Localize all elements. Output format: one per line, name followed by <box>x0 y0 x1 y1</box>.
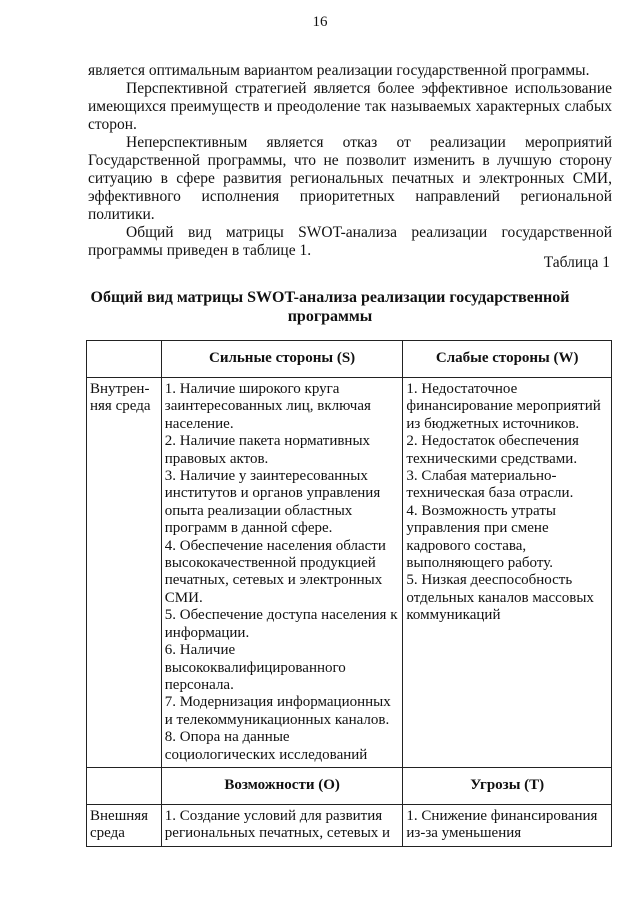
list-item: 3. Наличие у заинтересованных институтов и органов управления опыта реализации областных программ в данной сфере. <box>164 468 381 537</box>
table-row <box>87 378 612 768</box>
paragraph: Неперспективным является отказ от реализации мероприятий Государственной программы, что не позволит изменить в лучшую сторону ситуацию в сфере развития региональных печатных и электронных СМИ, эффективного исполнения приоритетных направлений региональной политики. <box>88 134 612 223</box>
swot-table <box>86 340 612 847</box>
list-item: 2. Недостаток обеспечения техническими средствами. <box>406 433 579 467</box>
empty-cell <box>87 767 162 804</box>
list-item: 8. Опора на данные социологических исследований <box>164 729 368 763</box>
threats-header: Угрозы (T) <box>403 767 612 804</box>
list-item: 5. Обеспечение доступа населения к информации. <box>164 607 398 641</box>
list-item: 3. Слабая материально-техническая база отрасли. <box>406 468 574 502</box>
external-environment-label: Внешняя среда <box>87 804 162 846</box>
internal-environment-label: Внутрен-няя среда <box>87 378 162 768</box>
strengths-list <box>161 378 403 768</box>
opportunities-header: Возможности (O) <box>161 767 403 804</box>
table-row <box>87 804 612 846</box>
strengths-header: Сильные стороны (S) <box>161 341 403 378</box>
page-number: 16 <box>312 14 328 30</box>
list-item: 5. Низкая дееспособность отдельных каналов массовых коммуникаций <box>406 572 594 624</box>
list-item: 6. Наличие высококвалифицированного персонала. <box>164 642 346 693</box>
weaknesses-header: Слабые стороны (W) <box>403 341 612 378</box>
threats-list <box>403 804 612 846</box>
empty-cell <box>87 341 162 378</box>
paragraph: Общий вид матрицы SWOT-анализа реализации государственной программы приведен в таблице 1. <box>88 224 612 259</box>
table-row <box>87 341 612 378</box>
list-item: 2. Наличие пакета нормативных правовых актов. <box>164 433 371 467</box>
list-item: 1. Наличие широкого круга заинтересованных лиц, включая население. <box>164 381 371 432</box>
table-title: Общий вид матрицы SWOT-анализа реализации государственной программы <box>90 289 570 325</box>
list-item: 1. Создание условий для развития региональных печатных, сетевых и <box>164 807 391 842</box>
list-item: 4. Возможность утраты управления при смене кадрового состава, выполняющего работу. <box>406 502 556 572</box>
weaknesses-list <box>403 378 612 768</box>
list-item: 1. Недостаточное финансирование мероприятий из бюджетных источников. <box>406 381 601 432</box>
list-item: 4. Обеспечение населения области высококачественной продукцией печатных, сетевых и электронных СМИ. <box>164 537 386 606</box>
list-item: 1. Снижение финансирования из-за уменьшения <box>406 807 598 842</box>
opportunities-list <box>161 804 403 846</box>
body-text <box>88 62 612 260</box>
paragraph: Перспективной стратегией является более эффективное использование имеющихся преимуществ и преодоление так называемых характерных слабых сторон. <box>88 80 612 133</box>
list-item: 7. Модернизация информационных и телекоммуникационных каналов. <box>164 694 391 728</box>
table-row <box>87 767 612 804</box>
paragraph: является оптимальным вариантом реализации государственной программы. <box>88 62 590 79</box>
table-label: Таблица 1 <box>543 254 610 271</box>
